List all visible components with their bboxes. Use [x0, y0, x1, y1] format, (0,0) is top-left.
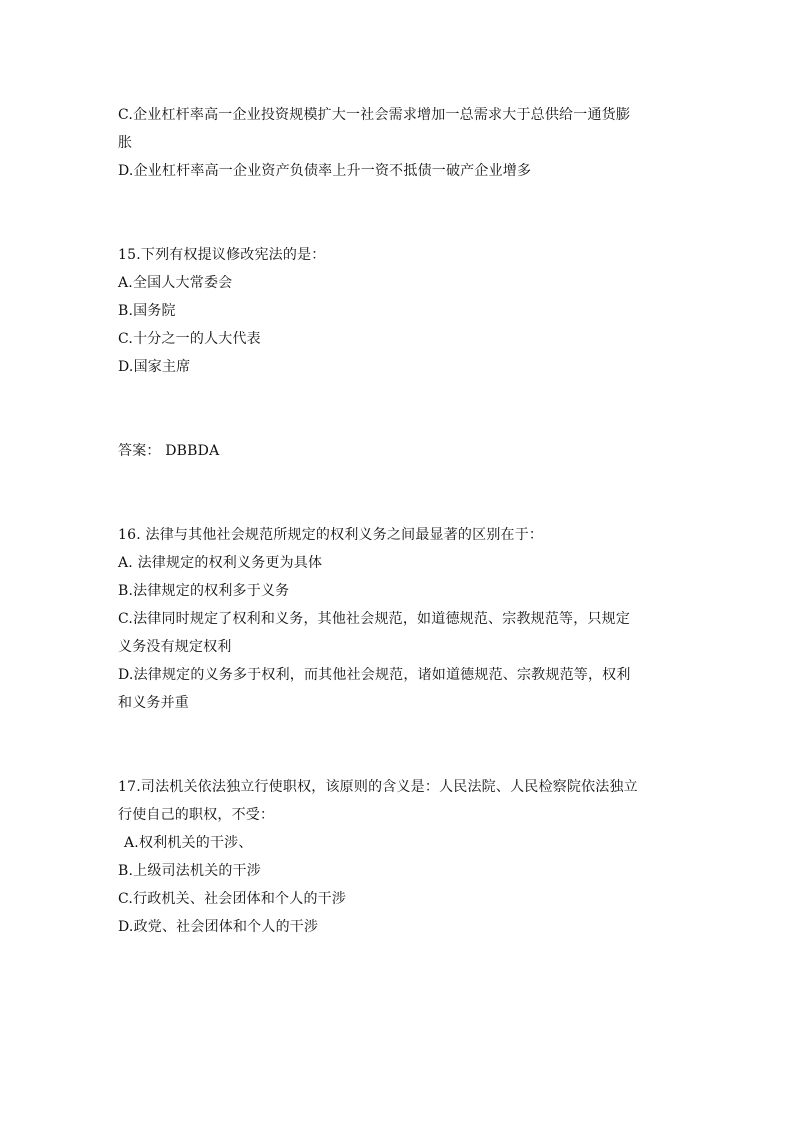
- option-d-q15: D.国家主席: [118, 359, 191, 375]
- option-a-q16: A. 法律规定的权利义务更为具体: [118, 555, 323, 571]
- option-a-q17: A.权利机关的干涉、: [124, 835, 253, 851]
- question-15-title: 15.下列有权提议修改宪法的是：: [118, 247, 326, 263]
- question-17-title-line1: 17.司法机关依法独立行使职权，该原则的含义是：人民法院、人民检察院依法独立: [118, 779, 638, 795]
- option-b-q16: B.法律规定的权利多于义务: [118, 583, 290, 599]
- option-c-q15: C.十分之一的人大代表: [118, 331, 261, 347]
- answer-line: 答案： DBBDA: [118, 443, 220, 459]
- option-d-q16-line1: D.法律规定的义务多于权利，而其他社会规范，诸如道德规范、宗教规范等，权利: [118, 667, 631, 683]
- question-17-title-line2: 行使自己的职权，不受：: [118, 807, 275, 823]
- option-b-q15: B.国务院: [118, 303, 176, 319]
- option-b-q17: B.上级司法机关的干涉: [118, 863, 261, 879]
- option-c-q14-line1: C.企业杠杆率高一企业投资规模扩大一社会需求增加一总需求大于总供给一通货膨: [118, 107, 631, 123]
- option-c-q16-line2: 义务没有规定权利: [118, 639, 232, 655]
- option-a-q15: A.全国人大常委会: [118, 275, 233, 291]
- option-c-q14-line2: 胀: [118, 135, 133, 151]
- option-c-q16-line1: C.法律同时规定了权利和义务，其他社会规范，如道德规范、宗教规范等，只规定: [118, 611, 631, 627]
- option-c-q17: C.行政机关、社会团体和个人的干涉: [118, 891, 347, 907]
- option-d-q17: D.政党、社会团体和个人的干涉: [118, 919, 319, 935]
- option-d-q16-line2: 和义务并重: [118, 695, 189, 711]
- question-16-title: 16. 法律与其他社会规范所规定的权利义务之间最显著的区别在于：: [118, 527, 544, 543]
- option-d-q14: D.企业杠杆率高一企业资产负债率上升一资不抵债一破产企业增多: [118, 163, 532, 179]
